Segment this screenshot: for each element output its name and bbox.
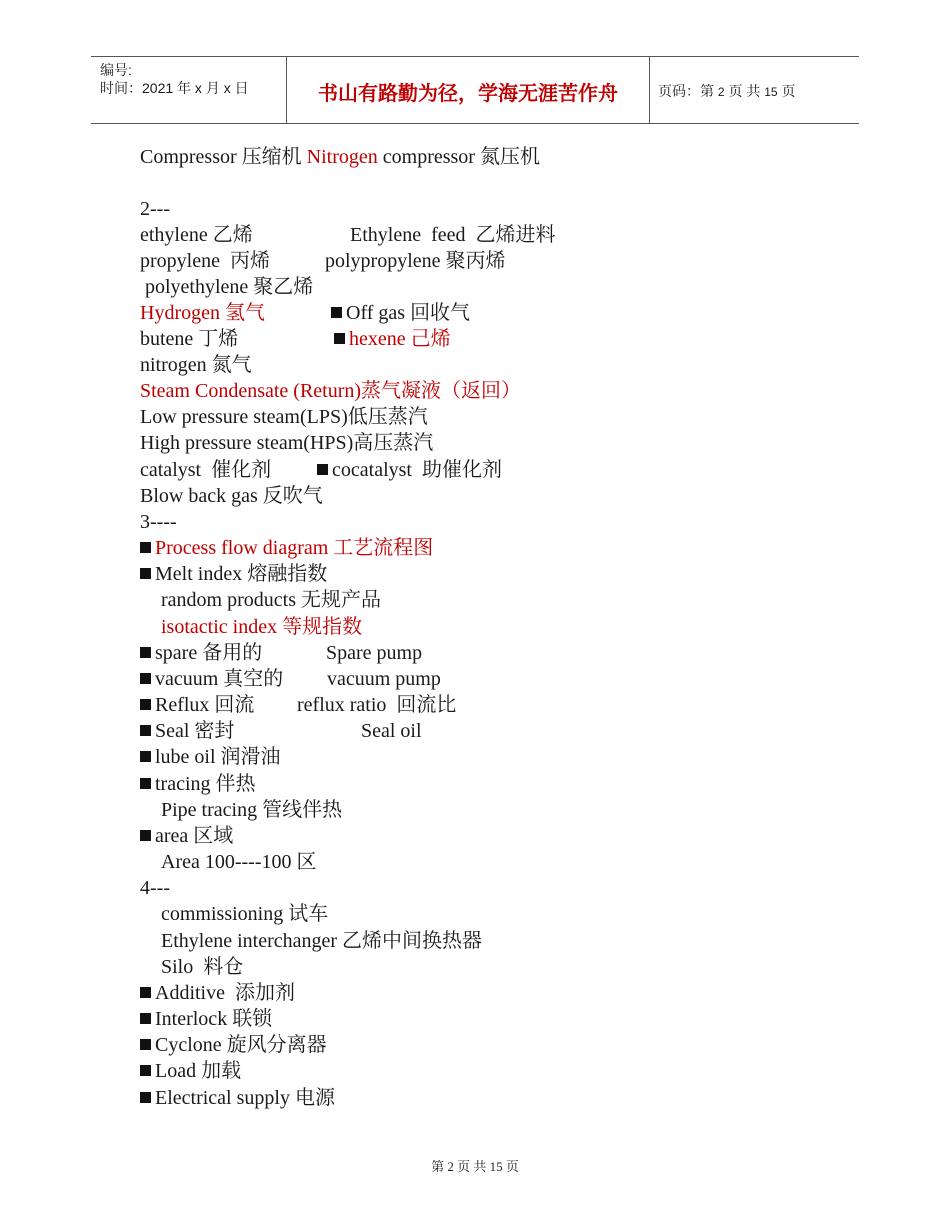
document-time-label: 时间：2021 年 x 月 x 日: [100, 80, 249, 96]
bullet-square-icon: [331, 307, 342, 318]
entry-catalyst: catalyst 催化剂: [140, 459, 272, 481]
header-page-cell: [649, 57, 859, 123]
header-motto-cell: [286, 57, 650, 123]
entry-steam-condensate: Steam Condensate (Return)蒸气凝液（返回）: [140, 380, 522, 402]
highlight-nitrogen: Nitrogen: [306, 146, 378, 168]
header-left-cell: [91, 57, 286, 123]
entry-interlock: Interlock 联锁: [140, 1006, 272, 1032]
bullet-square-icon: [140, 987, 151, 998]
entry-random-products: random products 无规产品: [161, 589, 381, 611]
entry-tracing: tracing 伴热: [140, 771, 256, 797]
entry-polypropylene: polypropylene 聚丙烯: [325, 250, 506, 272]
entry-vacuum: vacuum 真空的: [140, 666, 283, 692]
entry-blow-back-gas: Blow back gas 反吹气: [140, 485, 323, 507]
header-page-info: [658, 81, 796, 101]
page-header: [91, 56, 859, 124]
section-2-heading: 2---: [140, 198, 170, 220]
entry-cocatalyst: cocatalyst 助催化剂: [317, 457, 502, 483]
entry-isotactic-index: isotactic index 等规指数: [161, 616, 363, 638]
bullet-square-icon: [140, 1039, 151, 1050]
entry-hexene: hexene 己烯: [334, 326, 451, 352]
entry-high-pressure-steam: High pressure steam(HPS)高压蒸汽: [140, 432, 434, 454]
bullet-square-icon: [140, 1092, 151, 1103]
entry-polyethylene: polyethylene 聚乙烯: [140, 276, 314, 298]
page-number: 2: [717, 85, 725, 99]
entry-propylene: propylene 丙烯: [140, 250, 270, 272]
section-3-heading: 3----: [140, 511, 177, 533]
entry-seal: Seal 密封: [140, 718, 234, 744]
page-total: 15: [764, 85, 778, 99]
entry-vacuum-pump: vacuum pump: [327, 668, 441, 690]
entry-ethylene: ethylene 乙烯: [140, 224, 253, 246]
entry-spare-pump: Spare pump: [326, 642, 423, 664]
entry-commissioning: commissioning 试车: [161, 903, 329, 925]
entry-low-pressure-steam: Low pressure steam(LPS)低压蒸汽: [140, 406, 428, 428]
entry-seal-oil: Seal oil: [361, 720, 422, 742]
bullet-square-icon: [140, 647, 151, 658]
bullet-square-icon: [140, 1013, 151, 1024]
page-suffix: 页: [777, 83, 796, 99]
entry-ethylene-feed: Ethylene feed 乙烯进料: [350, 224, 556, 246]
header-motto: 书山有路勤为径，学海无涯苦作舟: [318, 83, 618, 105]
entry-electrical-supply: Electrical supply 电源: [140, 1085, 335, 1111]
bullet-square-icon: [140, 725, 151, 736]
bullet-square-icon: [140, 673, 151, 684]
bullet-square-icon: [140, 542, 151, 553]
entry-hydrogen: Hydrogen 氢气: [140, 302, 265, 324]
page-footer: 第 2 页 共 15 页: [431, 1159, 519, 1174]
bullet-square-icon: [140, 1065, 151, 1076]
entry-pipe-tracing: Pipe tracing 管线伴热: [161, 799, 343, 821]
entry-silo: Silo 料仓: [161, 956, 244, 978]
entry-melt-index: Melt index 熔融指数: [140, 561, 327, 587]
document-number-label: 编号:: [100, 62, 132, 78]
entry-lube-oil: lube oil 润滑油: [140, 744, 281, 770]
bullet-square-icon: [140, 568, 151, 579]
entry-butene: butene 丁烯: [140, 328, 239, 350]
entry-spare: spare 备用的: [140, 640, 262, 666]
section-4-heading: 4---: [140, 877, 170, 899]
entry-cyclone: Cyclone 旋风分离器: [140, 1032, 327, 1058]
bullet-square-icon: [140, 778, 151, 789]
bullet-square-icon: [140, 830, 151, 841]
entry-area: area 区域: [140, 823, 233, 849]
bullet-square-icon: [334, 333, 345, 344]
entry-off-gas: Off gas 回收气: [331, 300, 470, 326]
entry-reflux: Reflux 回流: [140, 692, 254, 718]
entry-additive: Additive 添加剂: [140, 980, 295, 1006]
page-mid: 页 共: [724, 83, 765, 99]
bullet-square-icon: [140, 699, 151, 710]
entry-process-flow-diagram: Process flow diagram 工艺流程图: [140, 535, 433, 561]
page-prefix: 页码：第: [658, 83, 718, 99]
entry-reflux-ratio: reflux ratio 回流比: [297, 694, 457, 716]
entry-compressor: Compressor 压缩机 Nitrogen compressor 氮压机: [140, 146, 540, 168]
entry-area-100: Area 100----100 区: [161, 851, 317, 873]
entry-ethylene-interchanger: Ethylene interchanger 乙烯中间换热器: [161, 930, 483, 952]
bullet-square-icon: [140, 751, 151, 762]
entry-nitrogen: nitrogen 氮气: [140, 354, 252, 376]
bullet-square-icon: [317, 464, 328, 475]
entry-load: Load 加载: [140, 1058, 241, 1084]
